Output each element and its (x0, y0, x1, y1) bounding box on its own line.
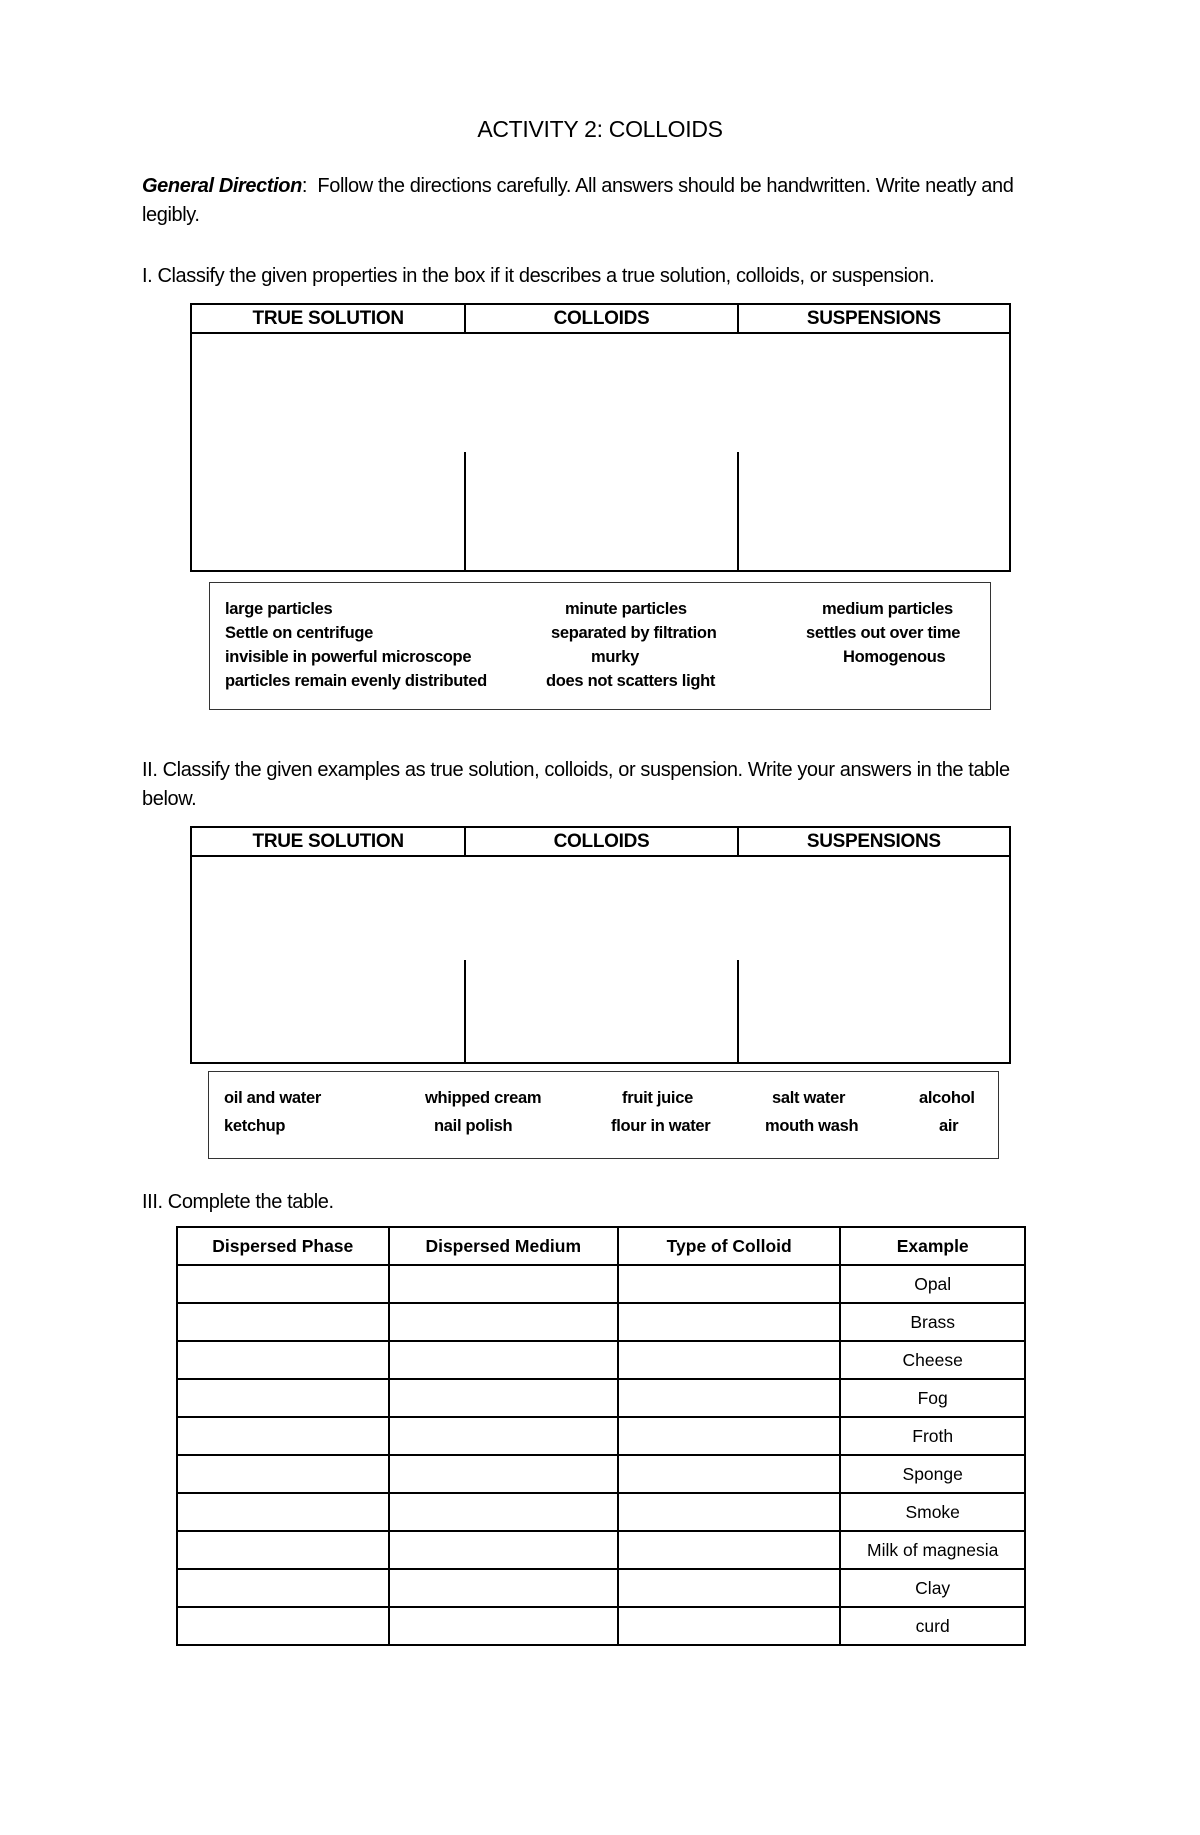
dispersed-phase-cell[interactable] (177, 1531, 389, 1569)
table-row (177, 1607, 1025, 1645)
dispersed-medium-cell[interactable] (389, 1379, 618, 1417)
dispersed-phase-cell[interactable] (177, 1455, 389, 1493)
example-item: flour in water (611, 1117, 711, 1135)
table-row (177, 1417, 1025, 1455)
type-of-colloid-cell[interactable] (618, 1303, 840, 1341)
property-item: does not scatters light (546, 672, 716, 690)
part1-header-true-solution: TRUE SOLUTION (192, 305, 464, 334)
property-item: large particles (225, 600, 333, 618)
dispersed-medium-cell[interactable] (389, 1493, 618, 1531)
dispersed-phase-cell[interactable] (177, 1493, 389, 1531)
property-item: settles out over time (806, 624, 961, 642)
dispersed-medium-cell[interactable] (389, 1455, 618, 1493)
general-direction-separator: : (301, 175, 308, 197)
part1-instruction: I. Classify the given properties in the box if it describes a true solution, colloids, or suspension. (142, 265, 935, 287)
part1-answer-cell-suspensions[interactable] (737, 452, 1009, 570)
part1-header-colloids: COLLOIDS (464, 305, 736, 334)
type-of-colloid-cell[interactable] (618, 1493, 840, 1531)
example-item: fruit juice (622, 1089, 693, 1107)
property-item: particles remain evenly distributed (225, 672, 487, 690)
dispersed-medium-cell[interactable] (389, 1607, 618, 1645)
table-row (177, 1265, 1025, 1303)
example-item: mouth wash (765, 1117, 859, 1135)
property-item: invisible in powerful microscope (225, 648, 472, 666)
part3-colloid-table (176, 1226, 1026, 1646)
example-item: ketchup (224, 1117, 286, 1135)
part2-answer-table (190, 826, 1011, 1064)
part2-answer-cell-suspensions[interactable] (737, 960, 1009, 1063)
part1-header-suspensions: SUSPENSIONS (737, 305, 1009, 334)
header-type-of-colloid: Type of Colloid (618, 1227, 840, 1265)
table-row (177, 1341, 1025, 1379)
part2-answer-cell-colloids[interactable] (464, 960, 736, 1063)
example-cell: curd (840, 1607, 1025, 1645)
page-title: ACTIVITY 2: COLLOIDS (477, 116, 723, 142)
example-cell: Fog (840, 1379, 1025, 1417)
example-cell: Sponge (840, 1455, 1025, 1493)
dispersed-medium-cell[interactable] (389, 1569, 618, 1607)
dispersed-phase-cell[interactable] (177, 1303, 389, 1341)
dispersed-phase-cell[interactable] (177, 1607, 389, 1645)
dispersed-phase-cell[interactable] (177, 1569, 389, 1607)
part1-answer-cell-colloids[interactable] (464, 452, 736, 570)
property-item: Homogenous (843, 648, 946, 666)
table-row (177, 1303, 1025, 1341)
example-cell: Smoke (840, 1493, 1025, 1531)
table-row (177, 1569, 1025, 1607)
part1-properties-box (209, 582, 991, 710)
general-direction-label: General Direction (142, 175, 302, 197)
header-dispersed-medium: Dispersed Medium (389, 1227, 618, 1265)
part2-instruction: II. Classify the given examples as true solution, colloids, or suspension. Write your answers in the table below. (142, 759, 1010, 810)
type-of-colloid-cell[interactable] (618, 1455, 840, 1493)
part2-header-colloids: COLLOIDS (464, 828, 736, 857)
dispersed-medium-cell[interactable] (389, 1531, 618, 1569)
general-direction (142, 172, 1042, 230)
example-cell: Milk of magnesia (840, 1531, 1025, 1569)
header-example: Example (840, 1227, 1025, 1265)
example-cell: Brass (840, 1303, 1025, 1341)
type-of-colloid-cell[interactable] (618, 1379, 840, 1417)
table-row (177, 1531, 1025, 1569)
dispersed-phase-cell[interactable] (177, 1417, 389, 1455)
example-item: nail polish (434, 1117, 513, 1135)
dispersed-medium-cell[interactable] (389, 1417, 618, 1455)
type-of-colloid-cell[interactable] (618, 1341, 840, 1379)
type-of-colloid-cell[interactable] (618, 1607, 840, 1645)
part3-instruction: III. Complete the table. (142, 1191, 334, 1213)
dispersed-medium-cell[interactable] (389, 1341, 618, 1379)
type-of-colloid-cell[interactable] (618, 1265, 840, 1303)
example-cell: Opal (840, 1265, 1025, 1303)
dispersed-phase-cell[interactable] (177, 1265, 389, 1303)
part1-answer-table (190, 303, 1011, 572)
dispersed-medium-cell[interactable] (389, 1265, 618, 1303)
example-item: whipped cream (425, 1089, 542, 1107)
example-item: salt water (772, 1089, 846, 1107)
dispersed-phase-cell[interactable] (177, 1341, 389, 1379)
table-row (177, 1455, 1025, 1493)
part2-header-true-solution: TRUE SOLUTION (192, 828, 464, 857)
property-item: minute particles (565, 600, 687, 618)
property-item: murky (591, 648, 640, 666)
example-cell: Clay (840, 1569, 1025, 1607)
table-row (177, 1493, 1025, 1531)
property-item: separated by filtration (551, 624, 717, 642)
part2-answer-cell-true-solution[interactable] (192, 960, 464, 1063)
property-item: Settle on centrifuge (225, 624, 374, 642)
example-item: alcohol (919, 1089, 975, 1107)
example-item: oil and water (224, 1089, 321, 1107)
dispersed-phase-cell[interactable] (177, 1379, 389, 1417)
example-cell: Froth (840, 1417, 1025, 1455)
type-of-colloid-cell[interactable] (618, 1417, 840, 1455)
dispersed-medium-cell[interactable] (389, 1303, 618, 1341)
part2-header-suspensions: SUSPENSIONS (737, 828, 1009, 857)
table-row (177, 1379, 1025, 1417)
type-of-colloid-cell[interactable] (618, 1531, 840, 1569)
part2-examples-box (208, 1071, 999, 1159)
property-item: medium particles (822, 600, 953, 618)
example-item: air (939, 1117, 959, 1135)
type-of-colloid-cell[interactable] (618, 1569, 840, 1607)
example-cell: Cheese (840, 1341, 1025, 1379)
general-direction-text: Follow the directions carefully. All answers should be handwritten. Write neatly and legibly. (142, 175, 1014, 226)
part1-answer-cell-true-solution[interactable] (192, 452, 464, 570)
table-header-row (177, 1227, 1025, 1265)
header-dispersed-phase: Dispersed Phase (177, 1227, 389, 1265)
